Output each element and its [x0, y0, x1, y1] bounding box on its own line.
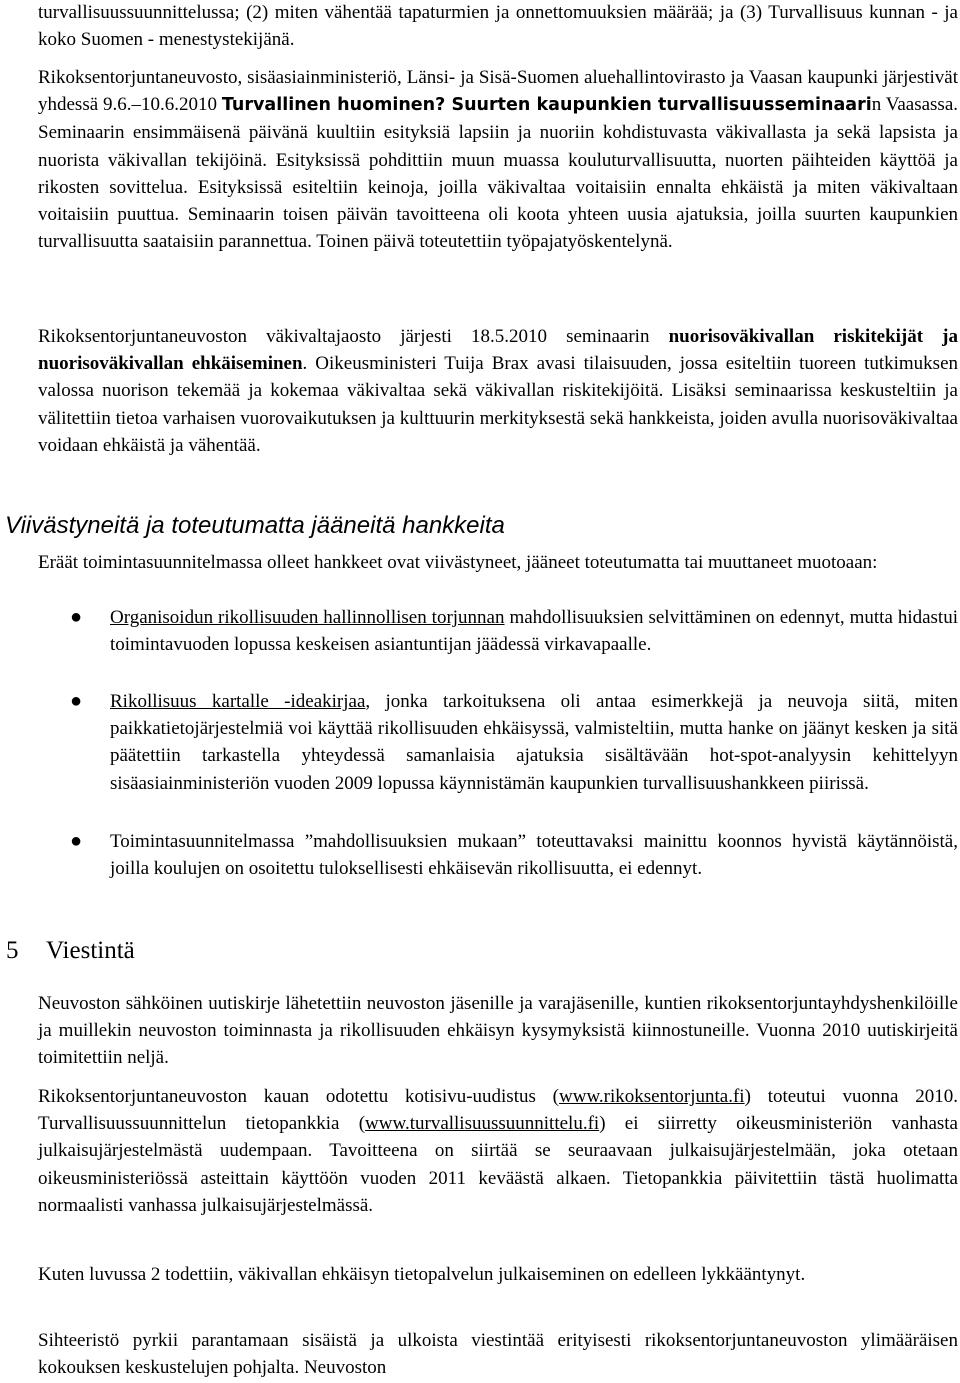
link-organized-crime[interactable]: Organisoidun rikollisuuden hallinnollisen torjunnan: [110, 607, 505, 628]
bullet-dot: ●: [70, 606, 83, 628]
section-number: 5: [6, 937, 19, 964]
paragraph-vaasa-seminar: Rikoksentorjuntaneuvosto, sisäasiainministeriö, Länsi- ja Sisä-Suomen aluehallintovirasto ja Vaasan kaupunki järjestivät yhdessä 9.6.–10.6.2010 Turvallinen huominen? Suurten kaupunkien turvallisuusseminaarin Vaasassa. Seminaarin ensimmäisenä päivänä kuultiin esityksiä lapsiin ja nuoriin kohdistuvasta väkivallasta ja sekä lapsista ja nuorista väkivallan tekijöinä. Esityksissä pohdittiin muun muassa kouluturvallisuutta, nuorten päihteiden käyttöä ja rikosten sovittelua. Esityksissä esiteltiin keinoja, joilla väkivaltaa voitaisiin ennalta ehkäistä ja miten väkivaltaan voitaisiin puuttua. Seminaarin toisen päivän tavoitteena oli koota yhteen uusia ajatuksia, joilla suurten kaupunkien turvallisuutta saataisiin parannettua. Toinen päivä toteutettiin työpajatyöskentelynä.: [38, 67, 958, 253]
paragraph-delayed-intro: Eräät toimintasuunnitelmassa olleet hankkeet ovat viivästyneet, jääneet toteutumatta tai muuttaneet muotoaan:: [38, 552, 878, 573]
bullet-item-crime-map: Rikollisuus kartalle -ideakirjaa, jonka tarkoituksena oli antaa esimerkkejä ja neuvoja siitä, miten paikkatietojärjestelmiä voi käyttää rikollisuuden ehkäisyssä, valmisteltiin, mutta hanke on jäänyt kesken ja sitä päätettiin tarkastella yhteydessä samanlaisia ajatuksia sisältävään hot-spot-analyysin kehittelyyn sisäasiainministeriön vuoden 2009 lopussa käynnistämän kaupunkien turvallisuushankkeen piirissä.: [110, 691, 958, 794]
link-crime-map[interactable]: Rikollisuus kartalle -ideakirjaa: [110, 691, 366, 712]
paragraph-safety-planning: turvallisuussuunnittelussa; (2) miten vähentää tapaturmien ja onnettomuuksien määrää; ja (3) Turvallisuus kunnan - ja koko Suomen - menestystekijänä.: [38, 2, 958, 51]
section-heading-communication: [6, 934, 135, 968]
bullet-item-good-practices: Toimintasuunnitelmassa ”mahdollisuuksien mukaan” toteuttavaksi mainittu koonnos hyvistä käytännöistä, joilla koulujen on osoitettu tuloksellisesti ehkäisevän rikollisuutta, ei edennyt.: [110, 831, 958, 880]
seminar-title: Turvallinen huominen? Suurten kaupunkien turvallisuusseminaari: [221, 95, 872, 116]
bullet-dot: ●: [70, 690, 83, 712]
paragraph-violence-info-service: Kuten luvussa 2 todettiin, väkivallan ehkäisyn tietopalvelun julkaiseminen on edelleen lykkääntynyt.: [38, 1264, 806, 1285]
paragraph-website: Rikoksentorjuntaneuvoston kauan odotettu kotisivu-uudistus (www.rikoksentorjunta.fi) toteutui vuonna 2010. Turvallisuussuunnittelun tietopankkia (www.turvallisuussuunnittelu.fi) ei siirretty oikeusministeriön vanhasta julkaisujärjestelmästä uudempaan. Tavoitteena on siirtää se seuraavaan julkaisujärjestelmään, joka otetaan oikeusministeriössä asteittain käyttöön vuoden 2011 keväästä alkaen. Tietopankkia päivitettiin tästä huolimatta normaalisti vanhassa julkaisujärjestelmässä.: [38, 1086, 958, 1216]
link-rikoksentorjunta[interactable]: www.rikoksentorjunta.fi: [559, 1086, 745, 1107]
bullet-item-organized-crime: Organisoidun rikollisuuden hallinnollisen torjunnan mahdollisuuksien selvittäminen on edennyt, mutta hidastui toimintavuoden lopussa keskeisen asiantuntijan jäädessä virkavapaalle.: [110, 607, 958, 656]
youth-seminar-title: nuorisoväkivallan riskitekijät ja nuorisoväkivallan ehkäiseminen: [38, 326, 959, 375]
bullet-dot: ●: [70, 830, 83, 852]
paragraph-youth-violence-seminar: Rikoksentorjuntaneuvoston väkivaltajaosto järjesti 18.5.2010 seminaarin nuorisoväkivallan riskitekijät ja nuorisoväkivallan ehkäiseminen. Oikeusministeri Tuija Brax avasi tilaisuuden, jossa esiteltiin tuoreen tutkimuksen valossa nuorison tekemää ja kokemaa väkivaltaa sekä väkivallan riskitekijöitä. Lisäksi seminaarissa keskusteltiin ja välitettiin tietoa varhaisen vuorovaikutuksen ja kulttuurin merkityksestä sekä hankkeista, joiden avulla nuorisoväkivaltaa voidaan ehkäistä ja vähentää.: [38, 326, 959, 456]
paragraph-newsletter: Neuvoston sähköinen uutiskirje lähetettiin neuvoston jäsenille ja varajäsenille, kuntien rikoksentorjuntayhdyshenkilöille ja muillekin neuvoston toiminnasta ja rikollisuuden ehkäisyn kysymyksistä kiinnostuneille. Vuonna 2010 uutiskirjeitä toimitettiin neljä.: [38, 993, 958, 1069]
paragraph-secretariat: Sihteeristö pyrkii parantamaan sisäistä ja ulkoista viestintää erityisesti rikoksentorjuntaneuvoston ylimääräisen kokouksen keskustelujen pohjalta. Neuvoston: [38, 1330, 958, 1379]
link-turvallisuussuunnittelu[interactable]: www.turvallisuussuunnittelu.fi: [365, 1113, 600, 1135]
section-heading-delayed-projects: Viivästyneitä ja toteutumatta jääneitä hankkeita: [5, 512, 505, 539]
section-title: Viestintä: [46, 937, 135, 964]
